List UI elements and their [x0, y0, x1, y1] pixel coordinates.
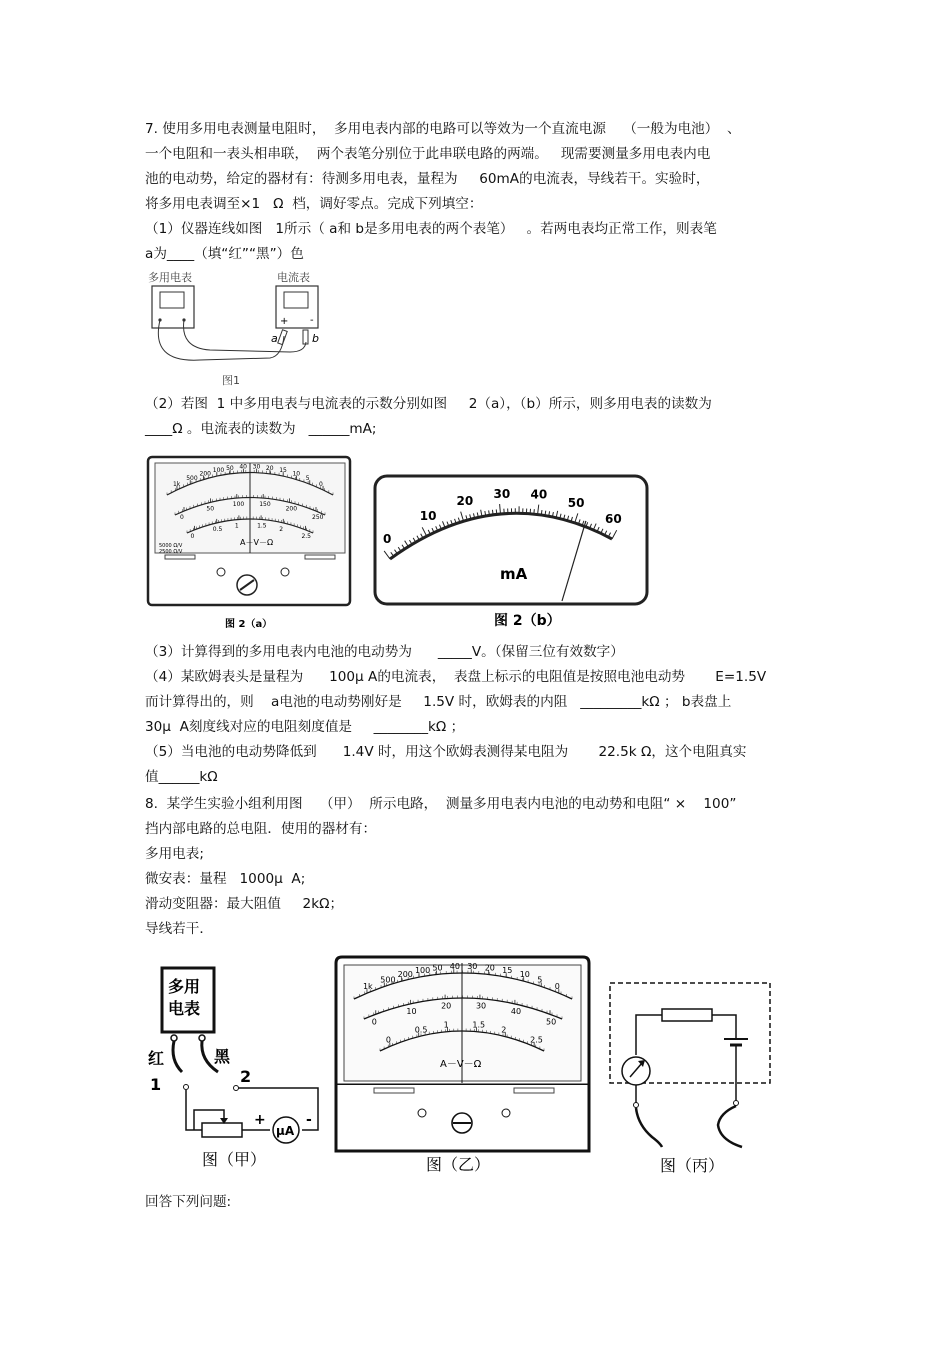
fig1-a-label: a: [271, 332, 278, 345]
q7-line-10: （4）某欧姆表头是量程为 100μ A的电流表， 表盘上标示的电阻值是按照电池电动势 E=1.5V: [145, 669, 767, 685]
fig2b-tick-label: 10: [419, 509, 437, 524]
fig2a-caption: 图 2（a）: [225, 619, 273, 630]
q7-line-7: （2）若图 1 中多用电表与电流表的示数分别如图 2（a），（b）所示，则多用电表的读数为: [145, 396, 712, 412]
q7-line-11: 而计算得出的，则 a电池的电动势刚好是 1.5V 时，欧姆表的内阻 _________kΩ ； b表盘上: [145, 694, 732, 710]
q8-line-1: 8. 某学生实验小组利用图 （甲） 所示电路， 测量多用电表内电池的电动势和电阻“ × 100”: [145, 796, 737, 812]
bing-resistor: [662, 1009, 712, 1021]
fig-yi-tick-label: 40: [449, 962, 460, 972]
jia-n2: 2: [240, 1067, 252, 1086]
fig2b-tick: [541, 510, 542, 515]
fig-yi-tick-label: 1: [443, 1020, 449, 1030]
figure-1-circuit: [140, 268, 340, 388]
figure-2a-multimeter-dial: [145, 455, 355, 635]
fig-yi-tick-label: 2.5: [530, 1035, 543, 1045]
fig2b-tick-label: 0: [383, 532, 392, 546]
jia-black: 黑: [214, 1047, 231, 1066]
fig2a-tick-label: 0: [190, 532, 195, 540]
fig2a-tick-label: 2.5: [301, 532, 311, 540]
fig2a-tick-label: 40: [239, 463, 248, 471]
fig-yi-tick-label: 20: [441, 1001, 452, 1011]
fig2a-tick-label: 250: [312, 514, 324, 522]
fig2a-tick-label: 0.5: [212, 525, 223, 533]
fig2a-tick-label: 5: [305, 475, 310, 483]
fig2a-tick-label: 0: [180, 514, 184, 522]
fig1-probe-b: [303, 330, 308, 344]
jia-plus: +: [254, 1112, 266, 1128]
figure-jia-circuit: [140, 960, 330, 1180]
fig-yi-tick-label: 30: [467, 962, 478, 972]
fig-yi-tick-label: 1.5: [472, 1020, 486, 1030]
fig-yi-tick-label: 10: [519, 970, 530, 980]
fig2a-tick-label: 150: [259, 501, 271, 509]
q8-answer-prompt: 回答下列问题:: [145, 1194, 232, 1210]
q7-line-14: 值______kΩ: [145, 769, 218, 785]
fig2a-spec2: 2500 Ω/V: [159, 549, 183, 555]
fig-yi-tick-label: 0: [554, 982, 560, 992]
fig2a-tick-label: 1.5: [257, 522, 267, 530]
fig2b-tick-label: 20: [456, 494, 474, 509]
figure-yi-multimeter-dial: [330, 955, 595, 1180]
fig2a-tick-label: 50: [206, 505, 215, 513]
fig-yi-tick-label: 20: [484, 963, 495, 973]
fig1-wire-a: [158, 320, 284, 360]
fig-yi-tick-label: 50: [546, 1017, 557, 1027]
q7-line-12: 30μ A刻度线对应的电阻刻度值是 ________kΩ ；: [145, 719, 465, 735]
fig1-ammeter-screen: [284, 292, 308, 308]
fig-yi-tick-label: 50: [432, 963, 443, 973]
fig2b-tick: [496, 509, 497, 514]
fig2a-tick-label: 30: [252, 463, 261, 471]
q7-line-6: a为____（填“红”“黑”）色: [145, 246, 304, 262]
fig2b-tick-label: 60: [605, 512, 622, 526]
fig-yi-tick-label: 30: [475, 1001, 487, 1011]
fig-yi-tick-label: 0: [385, 1035, 391, 1045]
fig-yi-tick-label: 0.5: [414, 1025, 428, 1035]
q8-line-5: 滑动变阻器：最大阻值 2kΩ；: [145, 896, 344, 912]
fig2a-tick-label: 1k: [172, 480, 181, 488]
q8-line-6: 导线若干．: [145, 921, 213, 937]
fig2a-tick-label: 1: [234, 522, 239, 530]
fig-yi-caption: 图（乙）: [426, 1155, 491, 1174]
fig2a-tick-label: 500: [186, 475, 198, 483]
figure-2b-ammeter-dial: [372, 473, 652, 633]
fig2a-tick-label: 50: [226, 464, 234, 472]
fig2a-spec1: 5000 Ω/V: [159, 543, 183, 549]
fig2b-caption: 图 2（b）: [494, 613, 561, 629]
fig-yi-dial-label: A－V－Ω: [440, 1059, 482, 1070]
q7-line-3: 池的电动势，给定的器材有：待测多用电表，量程为 60mA的电流表，导线若干。实验时，: [145, 171, 710, 187]
jia-box-label-2: 电表: [168, 999, 201, 1018]
q7-line-9: （3）计算得到的多用电表内电池的电动势为 _____V。（保留三位有效数字）: [145, 644, 624, 660]
q7-line-5: （1）仪器连线如图 1所示（ a和 b是多用电表的两个表笔） 。若两电表均正常工作，则表笔: [145, 221, 717, 237]
fig1-b-label: b: [312, 332, 319, 345]
fig-yi-tick-label: 15: [502, 966, 513, 976]
fig2b-tick-label: 30: [493, 487, 511, 501]
fig-yi-tick-label: 40: [510, 1006, 522, 1016]
fig1-probe-a: [278, 330, 287, 345]
q7-line-1: 7. 使用多用电表测量电阻时， 多用电表内部的电路可以等效为一个直流电源 （一般为电池） 、: [145, 121, 741, 137]
fig1-caption: 图1: [222, 374, 240, 387]
fig-yi-tick-label: 500: [380, 975, 396, 985]
jia-rheostat: [202, 1123, 242, 1137]
q7-line-8: ____Ω 。电流表的读数为 ______mA;: [145, 421, 377, 437]
fig1-ammeter-label: 电流表: [277, 271, 310, 284]
fig-yi-tick-label: 10: [406, 1006, 417, 1016]
fig2a-tick-label: 100: [232, 501, 245, 509]
q7-line-13: （5）当电池的电动势降低到 1.4V 时，用这个欧姆表测得某电阻为 22.5k Ω，这个电阻真实: [145, 744, 747, 760]
fig-yi-tick-label: 0: [371, 1017, 377, 1027]
fig-yi-tick-label: 2: [501, 1025, 507, 1035]
fig2b-unit: mA: [500, 565, 528, 583]
q7-line-4: 将多用电表调至×1 Ω 档，调好零点。完成下列填空：: [145, 196, 483, 212]
figure-bing-circuit: [600, 975, 780, 1180]
jia-red: 红: [148, 1049, 165, 1068]
jia-uA: μA: [276, 1124, 295, 1138]
jia-n1: 1: [150, 1075, 162, 1094]
fig1-minus: -: [310, 315, 314, 326]
fig-yi-tick-label: 1k: [362, 982, 373, 992]
fig-yi-tick-label: 100: [414, 966, 431, 976]
fig-yi-tick-label: 5: [537, 975, 543, 985]
q8-line-3: 多用电表;: [145, 846, 204, 862]
fig2a-tick-label: 2: [279, 525, 284, 533]
fig2a-tick-label: 15: [279, 467, 287, 475]
fig2a-tick-label: 100: [212, 467, 225, 475]
fig1-multimeter-screen: [160, 292, 184, 308]
fig2b-tick: [492, 510, 493, 515]
fig2b-tick-label: 40: [530, 487, 548, 502]
fig2b-tick-label: 50: [567, 495, 585, 510]
q8-line-2: 挡内部电路的总电阻．使用的器材有：: [145, 821, 377, 837]
q8-line-4: 微安表：量程 1000μ A;: [145, 871, 306, 887]
fig-yi-tick-label: 200: [397, 970, 413, 980]
jia-caption: 图（甲）: [202, 1150, 267, 1169]
fig1-multimeter-label: 多用电表: [148, 271, 192, 284]
bing-caption: 图（丙）: [660, 1156, 725, 1175]
fig2a-dial-label: A－V－Ω: [240, 538, 274, 547]
jia-minus: -: [306, 1112, 312, 1128]
fig2a-tick-label: 20: [265, 464, 274, 472]
jia-box-label-1: 多用: [168, 977, 201, 996]
fig2a-tick-label: 10: [292, 470, 301, 478]
fig2a-tick-label: 200: [199, 470, 211, 478]
fig2a-tick-label: 200: [285, 505, 298, 513]
fig2a-tick-label: 0: [319, 480, 323, 488]
fig1-plus: +: [280, 316, 289, 327]
q7-line-2: 一个电阻和一表头相串联， 两个表笔分别位于此串联电路的两端。 现需要测量多用电表内电: [145, 146, 711, 162]
